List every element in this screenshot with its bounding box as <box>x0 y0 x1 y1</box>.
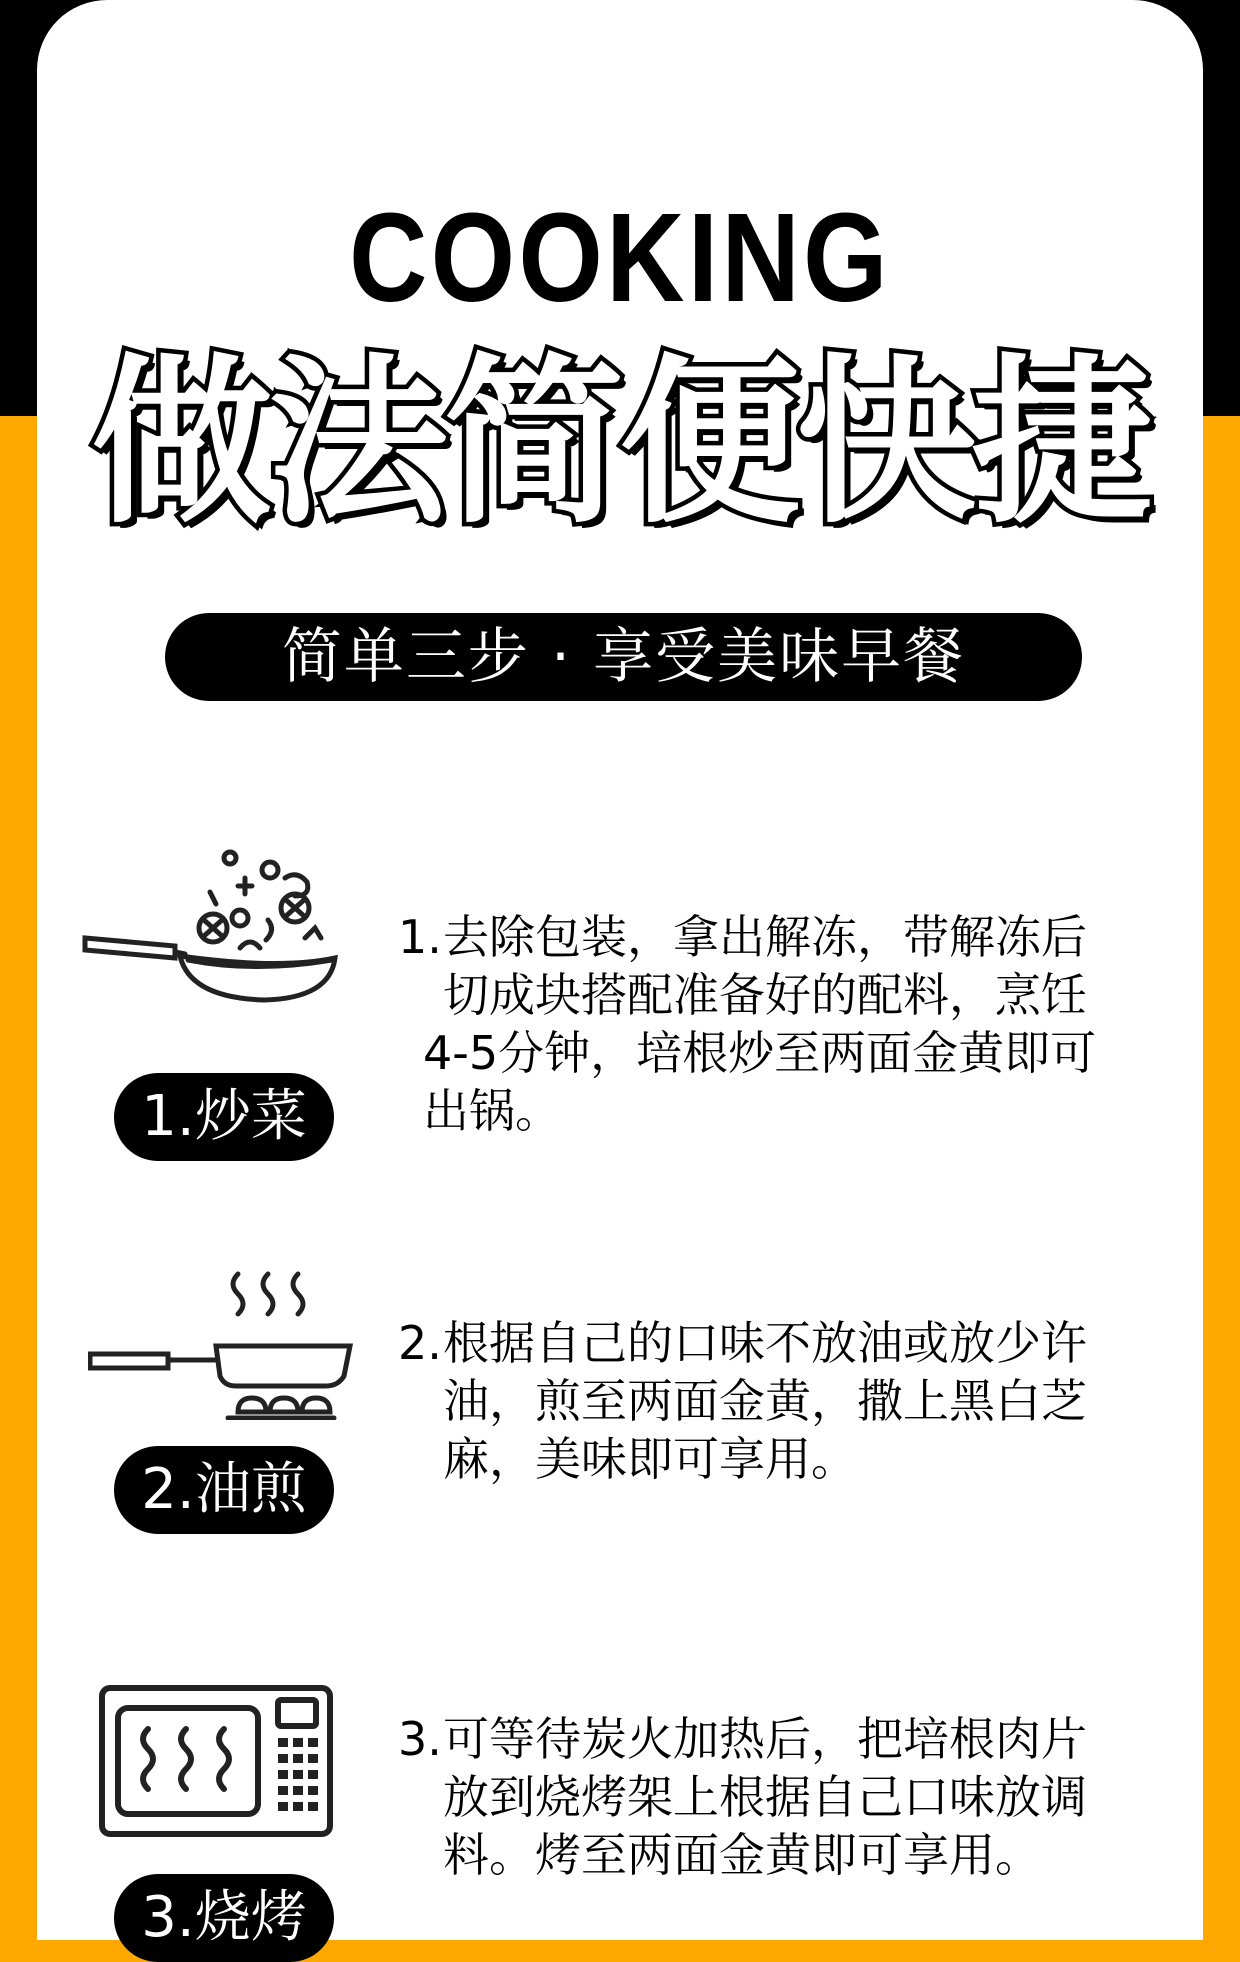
step-3-line-2: 放到烧烤架上根据自己口味放调 <box>443 1770 1087 1824</box>
step-1-badge: 1.炒菜 <box>114 1073 334 1161</box>
step-3-line-3: 料。烤至两面金黄即可享用。 <box>443 1828 1041 1882</box>
step-2-badge: 2.油煎 <box>114 1446 334 1534</box>
step-2-line-1: 根据自己的口味不放油或放少许 <box>443 1316 1087 1370</box>
step-1-line-3: 4-5分钟，培根炒至两面金黄即可 <box>423 1026 1097 1080</box>
step-1-line-4: 出锅。 <box>423 1084 561 1138</box>
step-3-line-1: 可等待炭火加热后，把培根肉片 <box>443 1712 1087 1766</box>
step-3-number: 3. <box>398 1712 442 1766</box>
oven-icon <box>98 1684 336 1840</box>
subtitle-pill: 简单三步 · 享受美味早餐 <box>165 613 1082 701</box>
step-3-text <box>398 1710 1198 1884</box>
step-1-text <box>398 908 1198 1140</box>
title-chinese: 做法简便快捷 <box>91 339 1148 548</box>
step-1-number: 1. <box>398 910 442 964</box>
step-1-line-1: 去除包装，拿出解冻，带解冻后 <box>443 910 1087 964</box>
step-2-line-3: 麻，美味即可享用。 <box>443 1432 857 1486</box>
wok-stir-fry-icon <box>80 848 350 1018</box>
step-1-line-2: 切成块搭配准备好的配料，烹饪 <box>443 968 1087 1022</box>
step-2-text <box>398 1314 1198 1488</box>
step-2-number: 2. <box>398 1316 442 1370</box>
title-english: COOKING <box>349 187 891 328</box>
frying-pan-on-stove-icon <box>88 1270 358 1420</box>
step-3-badge: 3.烧烤 <box>114 1874 334 1962</box>
step-2-line-2: 油，煎至两面金黄，撒上黑白芝 <box>443 1374 1087 1428</box>
